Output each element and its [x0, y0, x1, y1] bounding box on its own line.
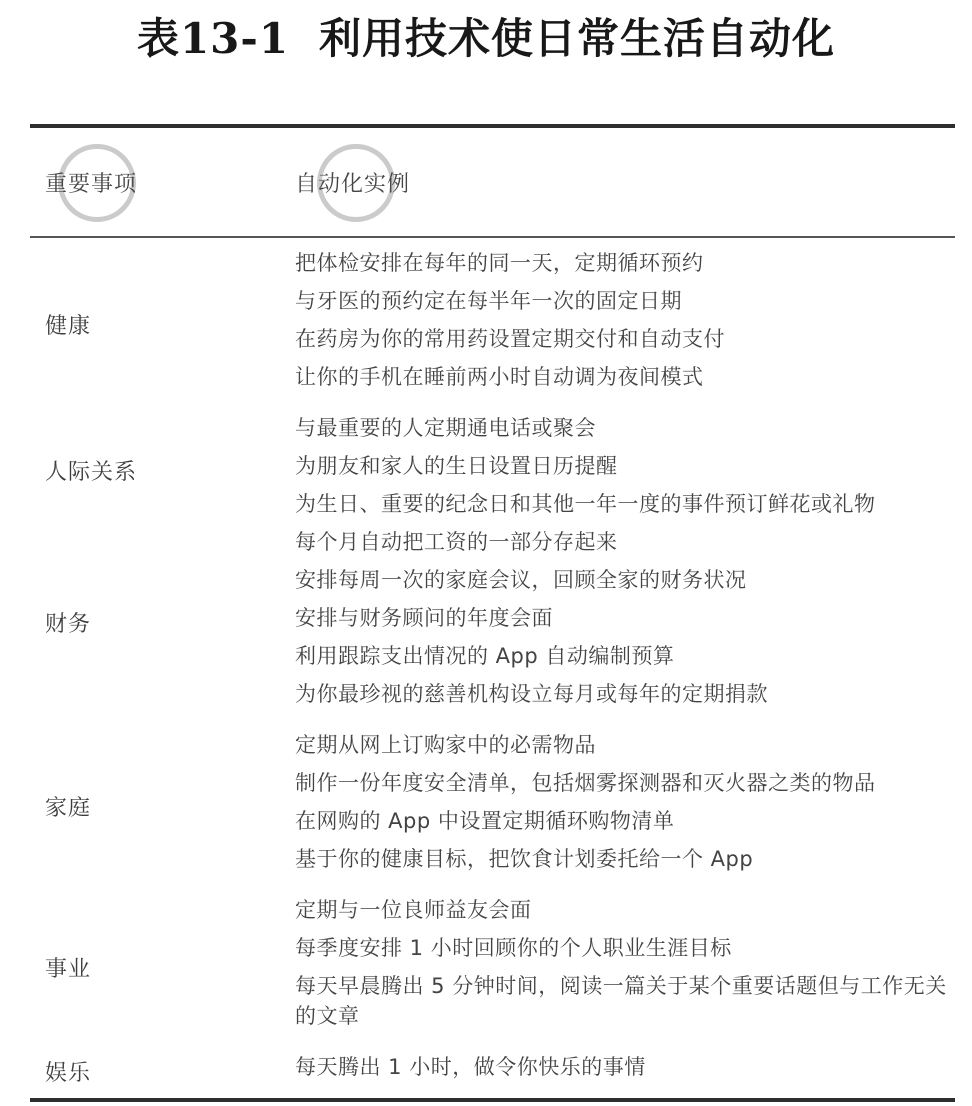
example-item: 为朋友和家人的生日设置日历提醒 — [295, 454, 618, 478]
example-item: 把体检安排在每年的同一天，定期循环预约 — [295, 251, 704, 275]
example-item: 基于你的健康目标，把饮食计划委托给一个 App — [295, 847, 754, 871]
table-body — [30, 238, 955, 1098]
example-item: 安排与财务顾问的年度会面 — [295, 606, 553, 630]
examples-cell — [295, 730, 955, 882]
example-item: 在药房为你的常用药设置定期交付和自动支付 — [295, 327, 725, 351]
category-cell: 家庭 — [45, 795, 92, 821]
example-item: 定期与一位良师益友会面 — [295, 898, 532, 922]
category-cell: 娱乐 — [45, 1060, 92, 1086]
example-item: 让你的手机在睡前两小时自动调为夜间模式 — [295, 365, 704, 389]
example-item: 每个月自动把工资的一部分存起来 — [295, 530, 618, 554]
example-item: 每季度安排 1 小时回顾你的个人职业生涯目标 — [295, 936, 732, 960]
column-header-category: 重要事项 — [45, 171, 138, 197]
example-item: 安排每周一次的家庭会议，回顾全家的财务状况 — [295, 568, 747, 592]
table-row — [30, 527, 955, 717]
table-number: 表13-1 — [136, 14, 290, 63]
examples-cell — [295, 895, 955, 1039]
category-cell: 事业 — [45, 956, 92, 982]
table-row — [30, 248, 955, 400]
example-item: 与最重要的人定期通电话或聚会 — [295, 416, 596, 440]
category-cell: 人际关系 — [45, 459, 138, 485]
category-cell: 健康 — [45, 313, 92, 339]
table-row — [30, 730, 955, 882]
examples-cell — [295, 527, 955, 717]
examples-cell — [295, 248, 955, 400]
example-item: 定期从网上订购家中的必需物品 — [295, 733, 596, 757]
table-bottom-rule — [30, 1098, 955, 1102]
examples-cell — [295, 1052, 955, 1090]
example-item: 为生日、重要的纪念日和其他一年一度的事件预订鲜花或礼物 — [295, 492, 876, 516]
table-header-row — [30, 128, 955, 236]
table-row — [30, 413, 955, 527]
column-header-examples: 自动化实例 — [295, 171, 411, 197]
example-item: 为你最珍视的慈善机构设立每月或每年的定期捐款 — [295, 682, 768, 706]
example-item: 在网购的 App 中设置定期循环购物清单 — [295, 809, 675, 833]
table-title-text: 利用技术使日常生活自动化 — [319, 14, 836, 63]
table-row — [30, 1052, 955, 1090]
example-item: 利用跟踪支出情况的 App 自动编制预算 — [295, 644, 675, 668]
automation-table — [30, 124, 955, 1102]
examples-cell — [295, 413, 955, 527]
example-item: 制作一份年度安全清单，包括烟雾探测器和灭火器之类的物品 — [295, 771, 876, 795]
example-item: 每天早晨腾出 5 分钟时间，阅读一篇关于某个重要话题但与工作无关的文章 — [295, 974, 947, 1028]
example-item: 每天腾出 1 小时，做令你快乐的事情 — [295, 1055, 646, 1079]
category-cell: 财务 — [45, 611, 92, 637]
table-title — [0, 12, 972, 66]
table-row — [30, 895, 955, 1039]
example-item: 与牙医的预约定在每半年一次的固定日期 — [295, 289, 682, 313]
